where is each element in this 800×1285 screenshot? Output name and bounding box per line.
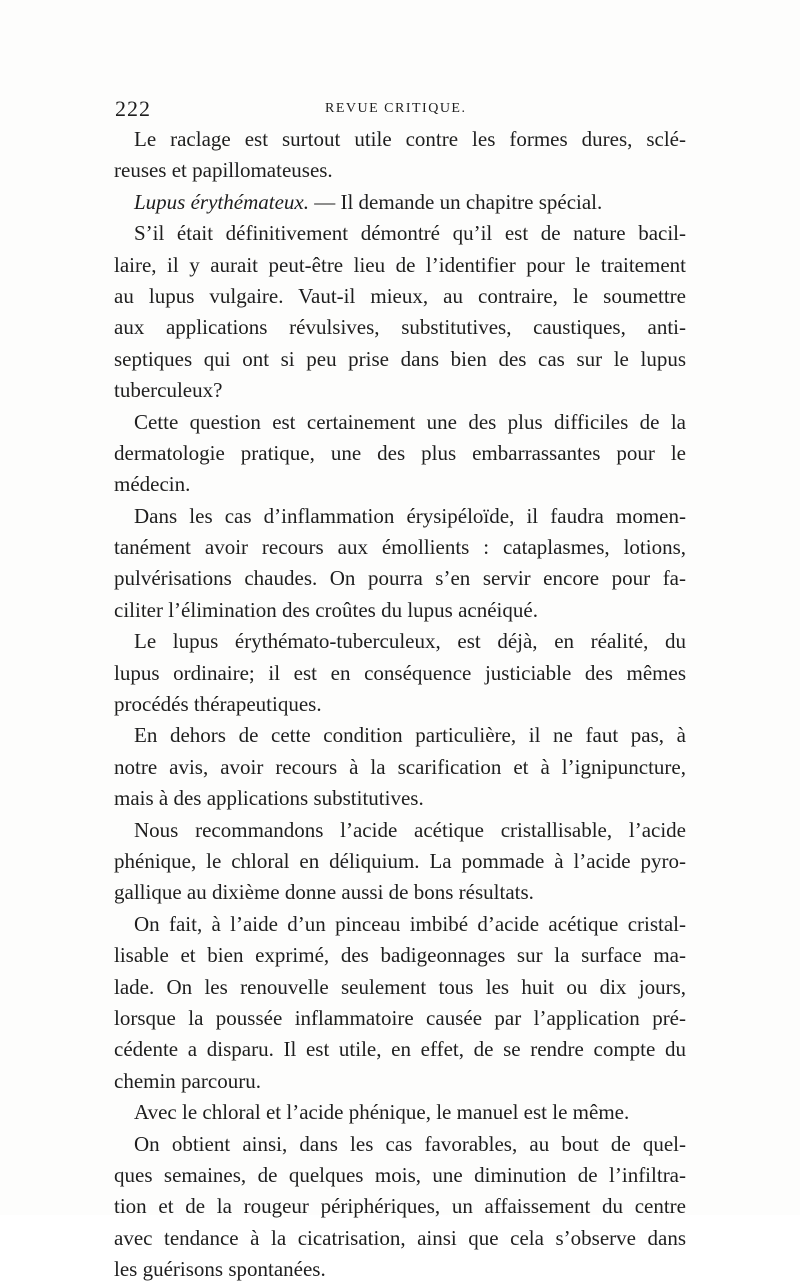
text-line: chemin parcouru. bbox=[114, 1066, 686, 1097]
paragraph bbox=[114, 124, 686, 187]
text-line: les guérisons spontanées. bbox=[114, 1254, 686, 1285]
paragraph bbox=[114, 501, 686, 627]
text-line: Le lupus érythémato-tuberculeux, est déjà, en réalité, du bbox=[114, 626, 686, 657]
text-line: pulvérisations chaudes. On pourra s’en servir encore pour fa- bbox=[114, 563, 686, 594]
paragraph bbox=[114, 407, 686, 501]
text-line: laire, il y aurait peut-être lieu de l’identifier pour le traitement bbox=[114, 250, 686, 281]
text-line: avec tendance à la cicatrisation, ainsi que cela s’observe dans bbox=[114, 1223, 686, 1254]
text-line: gallique au dixième donne aussi de bons résultats. bbox=[114, 877, 686, 908]
text-line: lisable et bien exprimé, des badigeonnages sur la surface ma- bbox=[114, 940, 686, 971]
text-line: ciliter l’élimination des croûtes du lupus acnéiqué. bbox=[114, 595, 686, 626]
paragraph bbox=[114, 720, 686, 814]
text-line: Cette question est certainement une des plus difficiles de la bbox=[114, 407, 686, 438]
text-line: Nous recommandons l’acide acétique cristallisable, l’acide bbox=[114, 815, 686, 846]
paragraph bbox=[114, 1129, 686, 1285]
text-line: Avec le chloral et l’acide phénique, le manuel est le même. bbox=[114, 1097, 686, 1128]
text-line: En dehors de cette condition particulière, il ne faut pas, à bbox=[114, 720, 686, 751]
text-line: cédente a disparu. Il est utile, en effet, de se rendre compte du bbox=[114, 1034, 686, 1065]
paragraph bbox=[114, 909, 686, 1097]
text-line: septiques qui ont si peu prise dans bien des cas sur le lupus bbox=[114, 344, 686, 375]
page-number: 222 bbox=[115, 96, 151, 122]
text-line: tanément avoir recours aux émollients : cataplasmes, lotions, bbox=[114, 532, 686, 563]
text-line: ques semaines, de quelques mois, une diminution de l’infiltra- bbox=[114, 1160, 686, 1191]
text-line: On fait, à l’aide d’un pinceau imbibé d’acide acétique cristal- bbox=[114, 909, 686, 940]
text-line: lupus ordinaire; il est en conséquence justiciable des mêmes bbox=[114, 658, 686, 689]
text-line: reuses et papillomateuses. bbox=[114, 155, 686, 186]
text-line: médecin. bbox=[114, 469, 686, 500]
text-line: S’il était définitivement démontré qu’il est de nature bacil- bbox=[114, 218, 686, 249]
paragraph bbox=[114, 1097, 686, 1128]
paragraph bbox=[114, 815, 686, 909]
text-line: mais à des applications substitutives. bbox=[114, 783, 686, 814]
text-line: tion et de la rougeur périphériques, un affaissement du centre bbox=[114, 1191, 686, 1222]
text-line: lade. On les renouvelle seulement tous les huit ou dix jours, bbox=[114, 972, 686, 1003]
running-head bbox=[115, 96, 695, 126]
text-line: phénique, le chloral en déliquium. La pommade à l’acide pyro- bbox=[114, 846, 686, 877]
paragraph bbox=[114, 187, 686, 218]
running-title: REVUE CRITIQUE. bbox=[325, 101, 467, 117]
text-line: lorsque la poussée inflammatoire causée par l’application pré- bbox=[114, 1003, 686, 1034]
paragraph bbox=[114, 626, 686, 720]
text-line bbox=[114, 187, 686, 218]
text-line: Dans les cas d’inflammation érysipéloïde, il faudra momen- bbox=[114, 501, 686, 532]
text-line: tuberculeux? bbox=[114, 375, 686, 406]
section-heading-italic: Lupus érythémateux. bbox=[134, 190, 309, 214]
text-line: notre avis, avoir recours à la scarification et à l’ignipuncture, bbox=[114, 752, 686, 783]
text-line: aux applications révulsives, substitutives, caustiques, anti- bbox=[114, 312, 686, 343]
text-line: On obtient ainsi, dans les cas favorables, au bout de quel- bbox=[114, 1129, 686, 1160]
text-run: — Il demande un chapitre spécial. bbox=[309, 190, 602, 214]
text-line: procédés thérapeutiques. bbox=[114, 689, 686, 720]
paragraph bbox=[114, 218, 686, 406]
body-text bbox=[114, 124, 686, 1285]
text-line: dermatologie pratique, une des plus embarrassantes pour le bbox=[114, 438, 686, 469]
text-line: Le raclage est surtout utile contre les formes dures, sclé- bbox=[114, 124, 686, 155]
text-line: au lupus vulgaire. Vaut-il mieux, au contraire, le soumettre bbox=[114, 281, 686, 312]
